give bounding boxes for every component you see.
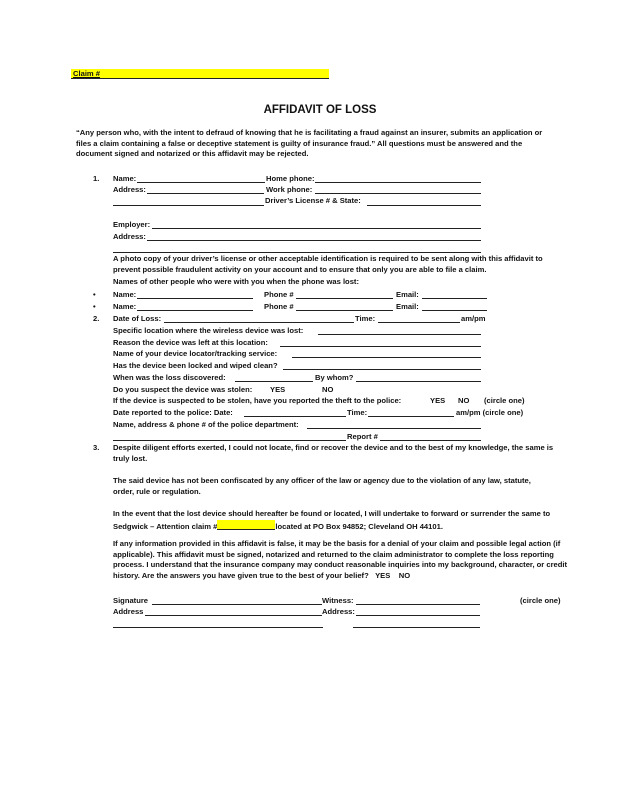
discovered-label: When was the loss discovered: xyxy=(113,373,226,382)
other-name-label: Name: xyxy=(113,290,137,299)
name-field[interactable] xyxy=(137,182,265,183)
employer-address-line-2-field[interactable] xyxy=(113,252,481,253)
date-reported-field[interactable] xyxy=(244,416,346,417)
report-number-label: Report # xyxy=(347,432,378,441)
by-whom-label: By whom? xyxy=(315,373,354,382)
section-3-number: 3. xyxy=(93,443,100,452)
employer-field[interactable] xyxy=(152,228,481,229)
by-whom-field[interactable] xyxy=(356,381,481,382)
signature-label: Signature xyxy=(113,596,149,605)
bullet: • xyxy=(93,302,96,311)
reported-label: If the device is suspected to be stolen, have you reported the theft to the police: xyxy=(113,396,402,405)
employer-address-label: Address: xyxy=(113,232,146,241)
signature-circle-note: (circle one) xyxy=(520,596,561,605)
statement-2: The said device has not been confiscated by any officer of the law or agency due to the violation of any law, statute, order, rule or regulation. xyxy=(113,476,531,496)
witness-label: Witness: xyxy=(322,596,354,605)
other-email-field-1[interactable] xyxy=(422,298,487,299)
section-1-number: 1. xyxy=(93,174,100,183)
statement-4-text: If any information provided in this affidavit is false, it may be the basis for a denial of your claim and possible legal action (if applicable). This affidavit must be signed, notarized and returned to the claim administrator to complete the loss reporting process. I understand that the insurance company may conduct reasonable inquiries into my background, character, or credit history. Are the answers you have given true to the best of your belief? xyxy=(113,539,568,580)
suspect-yes-option[interactable]: YES xyxy=(270,385,286,394)
time-reported-label: Time: xyxy=(347,408,368,417)
police-dept-field[interactable] xyxy=(307,428,481,429)
other-phone-label: Phone # xyxy=(264,290,294,299)
date-of-loss-label: Date of Loss: xyxy=(113,314,162,323)
police-dept-label: Name, address & phone # of the police department: xyxy=(113,420,299,429)
suspect-no-option[interactable]: NO xyxy=(322,385,334,394)
date-of-loss-field[interactable] xyxy=(164,322,354,323)
signer-address-label: Address xyxy=(113,607,144,616)
time-label: Time: xyxy=(355,314,376,323)
locator-field[interactable] xyxy=(292,357,481,358)
signature-field[interactable] xyxy=(152,604,322,605)
reported-circle-note: (circle one) xyxy=(484,396,525,405)
other-phone-field-1[interactable] xyxy=(296,298,393,299)
statement-4 xyxy=(113,539,568,581)
discovered-field[interactable] xyxy=(235,381,313,382)
section-2-number: 2. xyxy=(93,314,100,323)
wiped-label: Has the device been locked and wiped clean? xyxy=(113,361,278,370)
truth-yes-option[interactable]: YES xyxy=(375,570,391,580)
suspect-stolen-label: Do you suspect the device was stolen: xyxy=(113,385,253,394)
reported-no-option[interactable]: NO xyxy=(458,396,470,405)
reason-field[interactable] xyxy=(280,346,481,347)
signer-address-field[interactable] xyxy=(145,615,322,616)
employer-label: Employer: xyxy=(113,220,151,229)
witness-address-line-2-field[interactable] xyxy=(353,627,480,628)
time-reported-field[interactable] xyxy=(368,416,454,417)
other-phone-label: Phone # xyxy=(264,302,294,311)
name-label: Name: xyxy=(113,174,137,183)
claim-label: Claim # xyxy=(73,69,101,78)
location-label: Specific location where the wireless device was lost: xyxy=(113,326,304,335)
intro-paragraph: “Any person who, with the intent to defraud of knowing that he is facilitating a fraud against an insurer, submits an application or files a claim containing a false or deceptive statement is guilty of insurance fraud.” All questions must be answered and the document signed and notarized or this affidavit may be rejected. xyxy=(76,128,543,159)
photo-id-paragraph: A photo copy of your driver’s license or other acceptable identification is required to be sent along with this affidavit to prevent possible fraudulent activity on your account and to ensure that only you are able to file a claim. xyxy=(113,254,543,274)
home-phone-label: Home phone: xyxy=(266,174,315,183)
statement-3-address: located at PO Box 94852; Cleveland OH 44101. xyxy=(275,521,443,531)
other-email-field-2[interactable] xyxy=(422,310,487,311)
wiped-field[interactable] xyxy=(283,369,481,370)
time-field[interactable] xyxy=(378,322,460,323)
truth-no-option[interactable]: NO xyxy=(398,570,411,580)
drivers-license-field[interactable] xyxy=(367,205,481,206)
claim-number-field[interactable] xyxy=(71,78,329,79)
witness-field[interactable] xyxy=(356,604,480,605)
bullet: • xyxy=(93,290,96,299)
location-field[interactable] xyxy=(318,334,481,335)
work-phone-field[interactable] xyxy=(315,193,481,194)
witness-address-field[interactable] xyxy=(356,615,480,616)
other-name-field-1[interactable] xyxy=(137,298,253,299)
reported-yes-option[interactable]: YES xyxy=(430,396,446,405)
address-field[interactable] xyxy=(147,193,264,194)
date-reported-label: Date reported to the police: Date: xyxy=(113,408,233,417)
other-email-label: Email: xyxy=(396,302,419,311)
statement-1: Despite diligent efforts exerted, I could not locate, find or recover the device and to the best of my knowledge, the same is truly lost. xyxy=(113,443,554,463)
police-dept-line-2-field[interactable] xyxy=(113,440,346,441)
work-phone-label: Work phone: xyxy=(266,185,313,194)
ampm-label: am/pm xyxy=(461,314,486,323)
drivers-license-label: Driver’s License # & State: xyxy=(265,196,361,205)
locator-label: Name of your device locator/tracking service: xyxy=(113,349,278,358)
other-email-label: Email: xyxy=(396,290,419,299)
home-phone-field[interactable] xyxy=(315,182,481,183)
others-label: Names of other people who were with you when the phone was lost: xyxy=(113,277,359,286)
report-number-field[interactable] xyxy=(380,440,481,441)
other-phone-field-2[interactable] xyxy=(296,310,393,311)
claim-number-inline-field[interactable] xyxy=(217,520,275,530)
other-name-label: Name: xyxy=(113,302,137,311)
signer-address-line-2-field[interactable] xyxy=(113,627,323,628)
statement-3 xyxy=(113,509,568,532)
witness-address-label: Address: xyxy=(322,607,355,616)
ampm-circle-label: am/pm (circle one) xyxy=(456,408,524,417)
statement-3-text: In the event that the lost device should hereafter be found or located, I will undertake to forward or surrender the same to Sedgwick – Attention claim # xyxy=(113,509,551,531)
employer-address-field[interactable] xyxy=(147,240,481,241)
reason-label: Reason the device was left at this location: xyxy=(113,338,268,347)
address-label: Address: xyxy=(113,185,146,194)
other-name-field-2[interactable] xyxy=(137,310,253,311)
address-line-2-field[interactable] xyxy=(113,205,264,206)
page-title: AFFIDAVIT OF LOSS xyxy=(263,104,377,116)
